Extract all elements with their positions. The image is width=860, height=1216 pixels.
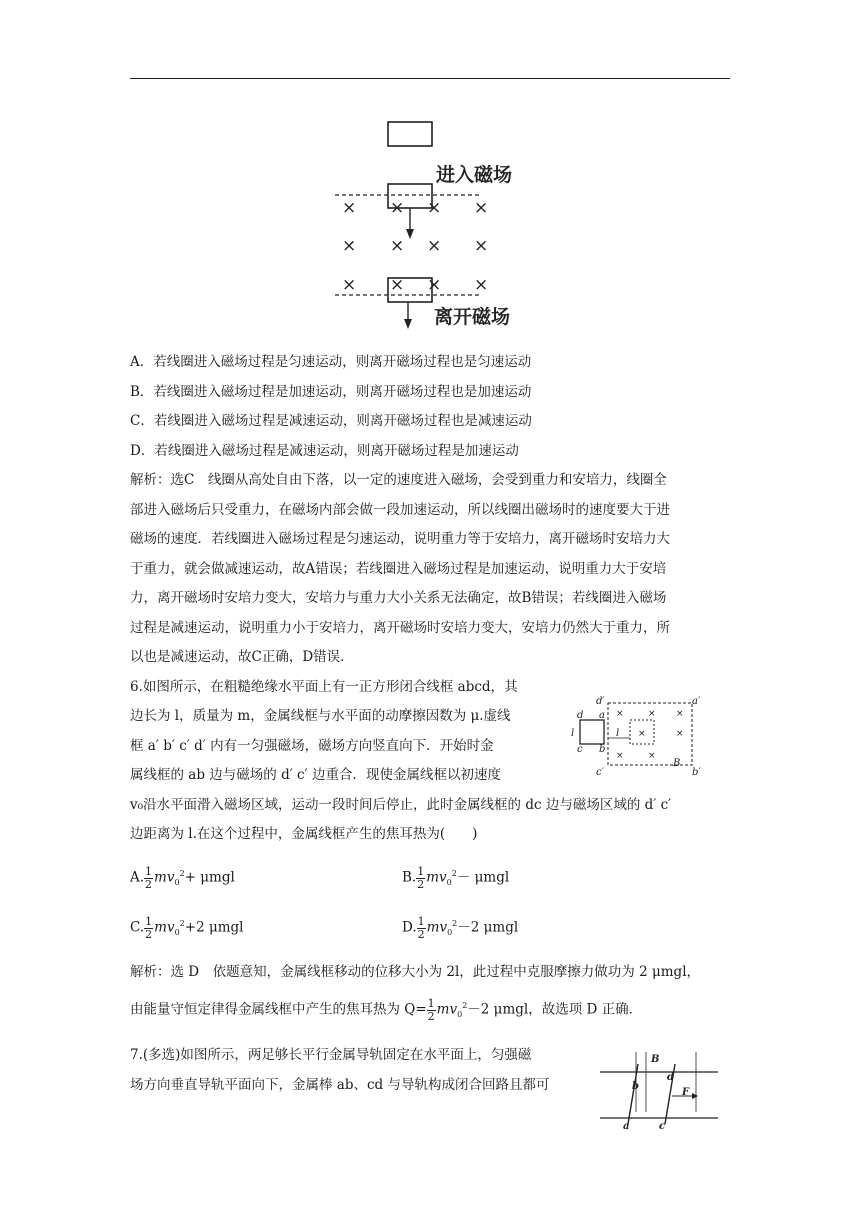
label-b: b [599, 744, 606, 755]
header-rule [130, 78, 730, 79]
label-l: l [616, 728, 620, 739]
label-d: d [577, 710, 584, 721]
q6-analysis-line: 解析：选 D 依题意知，金属线框移动的位移大小为 2l，此过程中克服摩擦力做功为 2 μmgl， [130, 964, 701, 980]
label-a: a [623, 1121, 630, 1130]
q7-stem-line: 场方向垂直导轨平面向下，金属棒 ab、cd 与导轨构成闭合回路且都可 [130, 1077, 550, 1093]
q5-analysis-line: 力，离开磁场时安培力变大，安培力与重力大小关系无法确定，故B错误；若线圈进入磁场 [130, 590, 667, 606]
q6-stem-line: 属线框的 ab 边与磁场的 d′ c′ 边重合．现使金属线框以初速度 [130, 767, 501, 783]
label-B: B [651, 1054, 660, 1065]
exit-field-label: 离开磁场 [434, 306, 511, 328]
field-mark: × [427, 236, 442, 256]
q5-analysis-line: 磁场的速度．若线圈进入磁场过程是匀速运动，说明重力等于安培力，离开磁场时安培力大 [130, 531, 670, 547]
rod-ab [628, 1064, 638, 1124]
label-a: a [599, 710, 605, 721]
field-mark: × [427, 198, 442, 218]
q6-stem-line: 边长为 l，质量为 m，金属线框与水平面的动摩擦因数为 μ.虚线 [130, 708, 511, 724]
field-mark: × [390, 275, 405, 295]
label-d-prime: d′ [596, 696, 605, 707]
label-d: d [667, 1072, 674, 1083]
label-c-prime: c′ [596, 767, 604, 778]
q5-option-d: D．若线圈进入磁场过程是减速运动，则离开磁场过程是加速运动 [130, 443, 519, 459]
q5-analysis-line: 解析：选C 线圈从高处自由下落，以一定的速度进入磁场，会受到重力和安培力，线圈全 [130, 472, 667, 488]
label-a-prime: a′ [692, 696, 701, 707]
label-b-prime: b′ [692, 767, 701, 778]
field-marks [342, 198, 488, 295]
label-c: c [577, 744, 583, 755]
field-mark: × [676, 729, 684, 739]
coil-above-field [388, 122, 432, 146]
field-mark: × [676, 709, 684, 719]
q6-option-c: C. $\frac{1}{2}$ $mv_0^2+2$ μmgl [130, 914, 244, 941]
label-l: l [571, 728, 575, 739]
q5-analysis-line: 以也是减速运动，故C正确，D错误． [130, 649, 354, 665]
q5-analysis-line: 于重力，就会做减速运动，故A错误；若线圈进入磁场过程是加速运动，说明重力大于安培 [130, 561, 667, 577]
q6-analysis-formula-line: 由能量守恒定律得金属线框中产生的焦耳热为 Q= $\frac{1}{2}$ $mv_0^2-2$ μmgl，故选项 D 正确． [130, 996, 643, 1023]
q7-stem-line: 7.(多选)如图所示，两足够长平行金属导轨固定在水平面上，匀强磁 [130, 1047, 532, 1063]
q6-option-a: A. $\frac{1}{2}$ $mv_0^2+ \mu mgl$ [130, 864, 235, 891]
field-mark: × [390, 236, 405, 256]
field-mark: × [638, 729, 646, 739]
field-mark: × [616, 751, 624, 761]
square-frame-figure [568, 694, 708, 784]
q6-stem-line: v₀沿水平面滑入磁场区域，运动一段时间后停止，此时金属线框的 dc 边与磁场区域的 d′ c′ [130, 797, 672, 813]
q6-option-b: B. $\frac{1}{2}$ $mv_0^2- \mu mgl$ [402, 864, 510, 891]
field-mark: × [390, 198, 405, 218]
q6-stem-line: 6.如图所示，在粗糙绝缘水平面上有一正方形闭合线框 abcd，其 [130, 679, 518, 695]
field-mark: × [474, 198, 489, 218]
label-B: B [673, 758, 681, 769]
field-mark: × [616, 709, 624, 719]
field-mark: × [342, 198, 357, 218]
field-marks [616, 709, 684, 761]
field-mark: × [427, 275, 442, 295]
q6-stem-line: 框 a′ b′ c′ d′ 内有一匀强磁场，磁场方向竖直向下．开始时金 [130, 738, 494, 754]
q6-stem-line: 边距离为 l.在这个过程中，金属线框产生的焦耳热为( ) [130, 826, 478, 842]
field-mark: × [342, 275, 357, 295]
label-b: b [632, 1081, 639, 1092]
q5-option-c: C．若线圈进入磁场过程是减速运动，则离开磁场过程也是减速运动 [130, 413, 532, 429]
coil-field-figure [330, 115, 540, 335]
enter-field-label: 进入磁场 [436, 164, 513, 186]
label-c: c [659, 1121, 666, 1130]
q6-option-d: D. $\frac{1}{2}$ $mv_0^2-2$ μmgl [402, 914, 519, 941]
q5-option-a: A．若线圈进入磁场过程是匀速运动，则离开磁场过程也是匀速运动 [130, 354, 532, 370]
label-F: F [682, 1087, 690, 1098]
parallel-rails-figure [596, 1050, 720, 1130]
q5-option-b: B．若线圈进入磁场过程是加速运动，则离开磁场过程也是加速运动 [130, 384, 532, 400]
field-mark: × [474, 236, 489, 256]
field-mark: × [342, 236, 357, 256]
field-mark: × [648, 751, 656, 761]
field-mark: × [474, 275, 489, 295]
frame-initial [580, 720, 604, 744]
field-mark: × [648, 709, 656, 719]
q5-analysis-line: 部进入磁场后只受重力，在磁场内部会做一段加速运动，所以线圈出磁场时的速度要大于进 [130, 502, 670, 518]
q5-analysis-line: 过程是减速运动，说明重力小于安培力，离开磁场时安培力变大，安培力仍然大于重力，所 [130, 620, 670, 636]
